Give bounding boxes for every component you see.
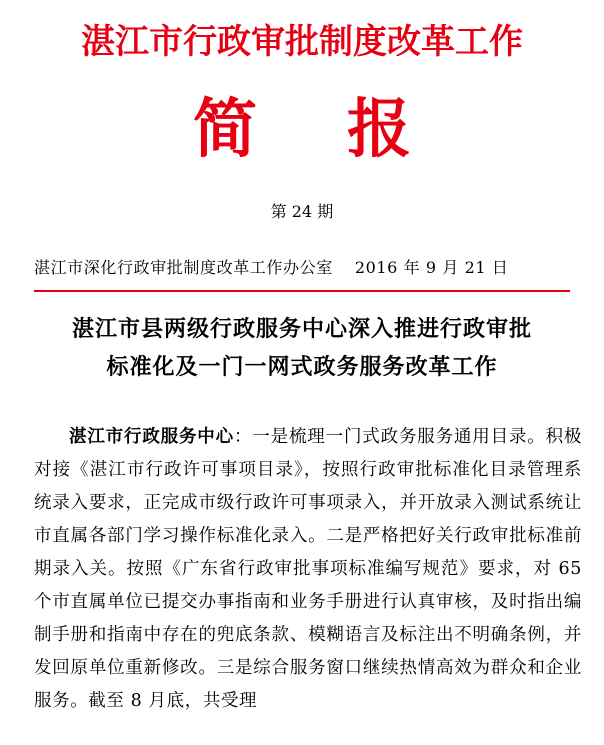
article-headline	[0, 310, 604, 386]
body-lead: 湛江市行政服务中心	[69, 427, 234, 447]
body-text: 一是梳理一门式政务服务通用目录。积极对接《湛江市行政许可事项目录》，按照行政审批标准化目录管理系统录入要求，正完成市级行政许可事项录入，并开放录入测试系统让市直属各部门学习操作标准化录入。二是严格把好关行政审批标准前期录入关。按照《广东省行政审批事项标准编写规范》要求，对 65 个市直属单位已提交办事指南和业务手册进行认真审核，及时指出编制手册和指南中存在的兜底条款、模糊语言及标注出不明确条例，并发回原单位重新修改。三是综合服务窗口继续热情高效为群众和企业服务。截至 8 月底，共受理	[34, 427, 582, 711]
body-paragraph	[34, 421, 582, 718]
red-divider	[34, 290, 570, 292]
issue-number: 第 24 期	[270, 202, 334, 221]
bulletin-char-1: 简	[193, 92, 257, 167]
issuer-line	[34, 256, 570, 280]
headline-line-2: 标准化及一门一网式政务服务改革工作	[106, 354, 498, 380]
masthead-title: 湛江市行政审批制度改革工作	[81, 22, 523, 62]
headline-line-1: 湛江市县两级行政服务中心深入推进行政审批	[71, 316, 532, 342]
body-lead-colon: ：	[233, 427, 253, 447]
masthead-bulletin	[0, 92, 604, 168]
issue-date: 2016 年 9 月 21 日	[354, 258, 509, 277]
bulletin-char-2: 报	[347, 92, 411, 167]
article-body	[34, 421, 582, 718]
issuer-office: 湛江市深化行政审批制度改革工作办公室	[34, 258, 333, 277]
